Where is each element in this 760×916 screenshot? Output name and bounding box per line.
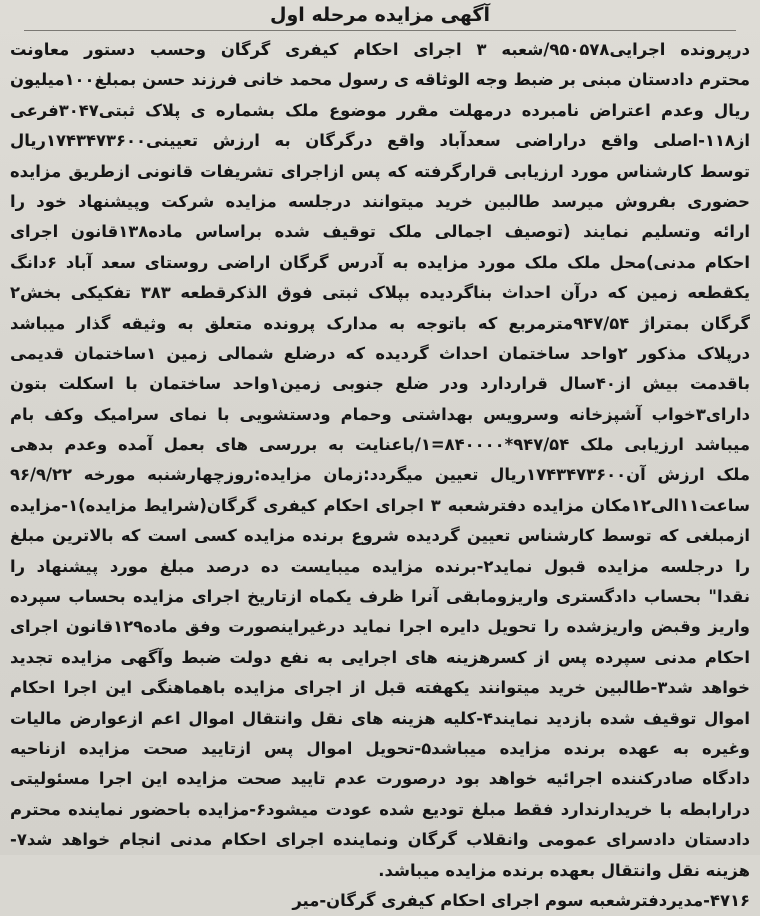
notice-signature: ۴۷۱۶-مدیردفترشعبه سوم اجرای احکام کیفری گرگان-میر	[292, 890, 750, 910]
notice-line: درپرونده اجرایی۹۵۰۵۷۸/شعبه ۳ اجرای احکام کیفری گرگان وحسب دستور معاونت	[10, 40, 750, 59]
notice-line: احکام مدنی)محل ملک ملک مورد مزایده به آدرس گرگان اراضی روستای سعد آباد ۶دانگ	[10, 252, 750, 272]
notice-line: باقدمت بیش از۴۰سال قراردارد ودر ضلع جنوبی زمین۱واحد ساختمان با اسکلت بتون	[10, 374, 750, 394]
notice-line: دادستان دادسرای عمومی وانقلاب گرگان ونماینده اجرای احکام مدنی انجام خواهد شد۷-	[10, 830, 750, 850]
notice-title: آگهی مزایده مرحله اول	[270, 4, 490, 26]
notice-line: گرگان بمتراژ ۹۴۷/۵۴مترمربع که باتوجه به مدارک پرونده متعلق به وثیقه گذار میباشد	[10, 313, 750, 333]
notice-line: میباشد ارزیابی ملک ۹۴۷/۵۴*۸۴۰۰۰۰=۱/باعنایت به بررسی های بعمل آمده وعدم بدهی	[10, 435, 750, 455]
notice-line: اموال توقیف شده بازدید نمایند۴-کلیه هزینه های نقل وانتقال اموال اعم ازعوارض مالیات	[10, 708, 750, 728]
notice-line: ساعت۱۱الی۱۲مکان مزایده دفترشعبه ۳ اجرای احکام کیفری گرگان(شرایط مزایده)۱-مزایده	[10, 495, 750, 515]
notice-line: خواهد شد۳-طالبین خرید میتوانند یکهفته قبل از اجرای مزایده باهماهنگی این اجرا احکام	[10, 678, 750, 698]
notice-body	[10, 35, 750, 916]
notice-line: محترم دادستان مبنی بر ضبط وجه الوثاقه ی رسول محمد خانی فرزند حسن بمبلغ۱۰۰میلیون	[10, 70, 750, 90]
notice-line: حضوری بفروش میرسد طالبین خرید میتوانند درجلسه مزایده شرکت وپیشنهاد خود را	[10, 191, 750, 211]
title-divider	[24, 30, 736, 31]
notice-line: از۱۱۸-اصلی واقع دراراضی سعدآباد واقع درگرگان به ارزش تعیینی۱۷۴۳۴۷۳۶۰۰ریال	[10, 131, 750, 151]
notice-line: وغیره به عهده برنده مزایده میباشد۵-تحویل اموال پس ازتایید صحت مزایده ازناحیه	[10, 738, 750, 758]
notice-line: توسط کارشناس مورد ارزیابی قرارگرفته که پس ازاجرای تشریفات قانونی ازطریق مزایده	[10, 161, 750, 181]
notice-line: ارائه وتسلیم نمایند (توصیف اجمالی ملک توقیف شده براساس ماده۱۳۸قانون اجرای	[10, 222, 750, 242]
notice-line: نقدا" بحساب دادگستری واریزومابقی آنرا ظرف یکماه ازتاریخ اجرای مزایده بحساب سپرده	[10, 587, 750, 607]
notice-line: درپلاک مذکور ۲واحد ساختمان احداث گردیده که درضلع شمالی زمین ۱ساختمان قدیمی	[10, 343, 750, 363]
notice-line: دارای۳خواب آشپزخانه وسرویس بهداشتی وحمام ودستشویی با نمای سرامیک وکف بام	[10, 404, 750, 424]
notice-line: واریز وقبض واریزشده را تحویل دایره اجرا نماید درغیراینصورت وفق ماده۱۲۹قانون اجرای	[10, 617, 750, 637]
notice-line: ملک ارزش آن۱۷۴۳۴۷۳۶۰۰ریال تعیین میگردد:زمان مزایده:روزچهارشنبه مورخه ۹۶/۹/۲۲	[10, 465, 750, 485]
notice-line: ازمبلغی که توسط کارشناس تعیین گردیده شروع برنده مزایده کسی است که بالاترین مبلغ	[10, 526, 750, 546]
notice-line: دادگاه صادرکننده اجرائیه خواهد بود درصورت عدم تایید صحت مزایده این اجرا مسئولیتی	[10, 769, 750, 789]
notice-line: را درجلسه مزایده قبول نماید۲-برنده مزایده میبایست ده درصد مبلغ مورد پیشنهاد را	[10, 556, 750, 576]
notice-line: هزینه نقل وانتقال بعهده برنده مزایده میباشد.	[378, 860, 750, 880]
notice-line: ریال وعدم اعتراض نامبرده درمهلت مقرر موضوع ملک بشماره ی پلاک ثبتی۳۰۴۷فرعی	[10, 100, 750, 120]
notice-line: یکقطعه زمین که درآن احداث بناگردیده بپلاک ثبتی فوق الذکرقطعه ۳۸۳ تفکیکی بخش۲	[10, 283, 750, 303]
notice-line: درارابطه با خریدارندارد فقط مبلغ تودیع شده عودت میشود۶-مزایده باحضور نماینده محترم	[10, 799, 750, 819]
notice-line: احکام مدنی سپرده پس از کسرهزینه های اجرایی به نفع دولت ضبط وآگهی مزایده تجدید	[10, 647, 750, 667]
